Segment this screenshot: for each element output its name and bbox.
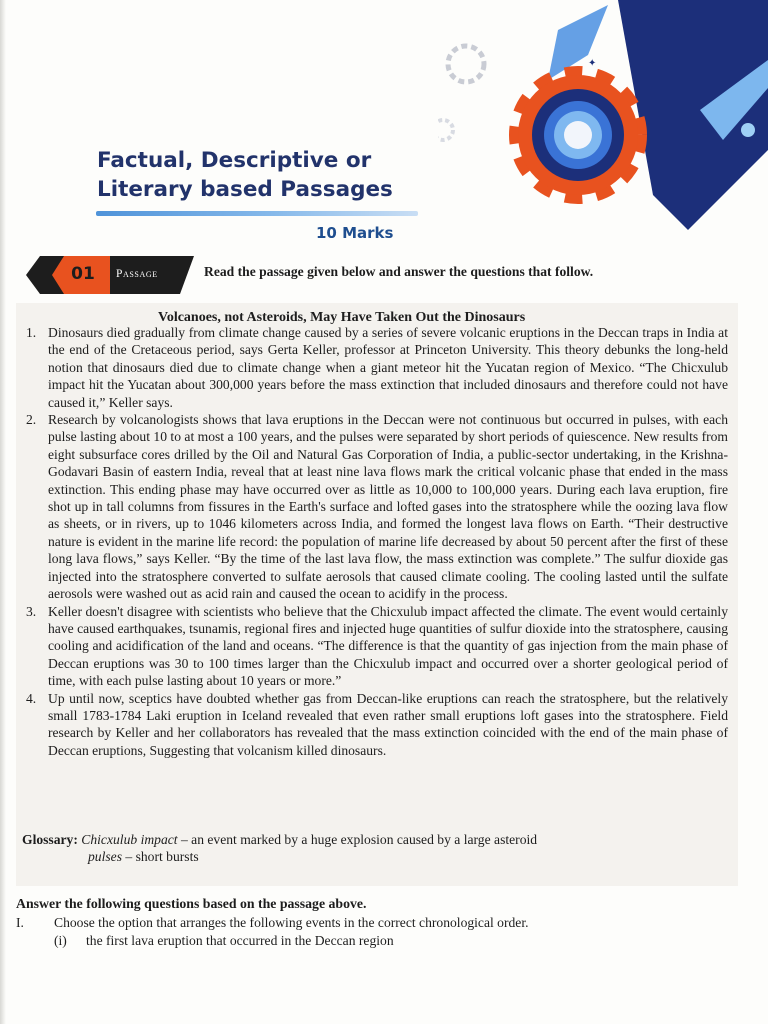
chapter-title-line2: Literary based Passages [97, 177, 393, 202]
title-underline [96, 211, 418, 216]
tiny-gear-icon [438, 120, 453, 140]
paragraph-3 [26, 603, 728, 690]
subitem-text: the first lava eruption that occurred in the Deccan region [86, 933, 394, 948]
glossary-definition: – an event marked by a huge explosion caused by a large asteroid [177, 832, 538, 847]
paragraph-number: 1. [26, 325, 37, 340]
navy-stripe [618, 0, 768, 230]
question-1-subitem [16, 932, 736, 950]
passage-title: Volcanoes, not Asteroids, May Have Taken Out the Dinosaurs [158, 310, 526, 325]
passage-badge [26, 256, 194, 294]
question-text: Choose the option that arranges the following events in the correct chronological order. [54, 915, 529, 930]
passage-paragraphs [26, 324, 728, 759]
passage-label: Passage [116, 268, 158, 280]
subitem-number: (i) [54, 933, 67, 948]
small-gear-icon [448, 46, 484, 82]
paragraph-number: 4. [26, 690, 37, 706]
paragraph-1 [26, 324, 728, 411]
large-gear-icon [518, 75, 638, 195]
question-number: I. [16, 915, 24, 930]
glossary-term: Chicxulub impact [81, 832, 178, 847]
questions-heading: Answer the following questions based on the passage above. [16, 896, 367, 911]
page-spine-shadow [0, 0, 6, 1024]
marks-label: 10 Marks [316, 224, 394, 242]
dot-decoration [741, 123, 755, 137]
chapter-title-line1: Factual, Descriptive or [97, 148, 372, 173]
gear-illustration [438, 0, 768, 260]
paragraph-2 [26, 411, 728, 602]
paragraph-text: Keller doesn't disagree with scientists who believe that the Chicxulub impact affected the climate. The event would certainly have caused earthquakes, tsunamis, regional fires and injected huge quantities of sulfur dioxide into the stratosphere, causing cooling and acidification of the land and oceans. “The difference is that the quantity of gas injection from the main phase of Deccan eruptions was 30 to 100 times larger than the Chicxulub impact and occurred over a shorter geological period of time, with each pulse lasting about 10 years or more.” [48, 603, 728, 689]
paragraph-text: Up until now, sceptics have doubted whether gas from Deccan-like eruptions can reach the stratosphere, but the relatively small 1783-1784 Laki eruption in Iceland revealed that even rather small eruptions loft gases into the stratosphere. Field research by Keller and her collaborators has revealed that the mass extinction coincided with the end of the main phase of Deccan eruptions, Suggesting that volcanism killed dinosaurs. [48, 690, 728, 758]
paragraph-number: 3. [26, 603, 37, 619]
glossary-row [22, 848, 722, 865]
glossary [22, 831, 722, 866]
sparkle-icon: ✦ [588, 58, 597, 69]
paragraph-text: Research by volcanologists shows that lava eruptions in the Deccan were not continuous but occurred in pulses, with each pulse lasting about 10 to at most a 100 years, and the pulses were separated by short periods of quiescence. New results from eight subsurface cores drilled by the Oil and Natural Gas Corporation of India, a public-sector undertaking, in the Krishna-Godavari Basin of eastern India, reveal that at least nine lava flows mark the critical volcanic phase that ended in the mass extinction. This ending phase may have occurred over as little as 10,000 to 100,000 years. During each lava eruption, fire shot up in tall columns from fissures in the Earth's surface and lofted gases into the stratosphere while the oozing lava flow as sheets, or in rivers, up to 1046 kilometers across India, and formed the longest lava flows on Earth. “Their destructive nature is evident in the marine life record: the population of marine life decreased by about 50 percent after the first of these long lava flows,” says Keller. “By the time of the last lava flow, the mass extinction was complete.” The sulfur dioxide gas injected into the stratosphere converted to sulfate aerosols that caused climate cooling. The cooling lasted until the sulfate aerosols were washed out as acid rain and caused the ocean to acidify in the process. [48, 412, 728, 602]
glossary-label: Glossary: [22, 832, 78, 847]
glossary-term: pulses [88, 849, 122, 865]
question-1 [16, 914, 736, 950]
question-1-stem [16, 914, 736, 932]
paragraph-text: Dinosaurs died gradually from climate change caused by a series of severe volcanic eruptions in the Deccan traps in India at the end of the Cretaceous period, says Gerta Keller, professor at Princeton University. This theory debunks the long-held notion that dinosaurs died due to climate change when a giant meteor hit the Yucatan region of Mexico. “The Chicxulub impact hit the Yucatan about 300,000 years before the mass extinction that included dinosaurs and therefore could not have caused it,” Keller says. [48, 325, 728, 410]
glossary-definition: – short bursts [121, 849, 199, 865]
passage-instruction: Read the passage given below and answer the questions that follow. [204, 264, 594, 279]
passage-number: 01 [71, 264, 95, 284]
glossary-row [22, 831, 722, 848]
paragraph-number: 2. [26, 412, 37, 428]
chapter-title [97, 146, 437, 204]
paragraph-4 [26, 690, 728, 760]
